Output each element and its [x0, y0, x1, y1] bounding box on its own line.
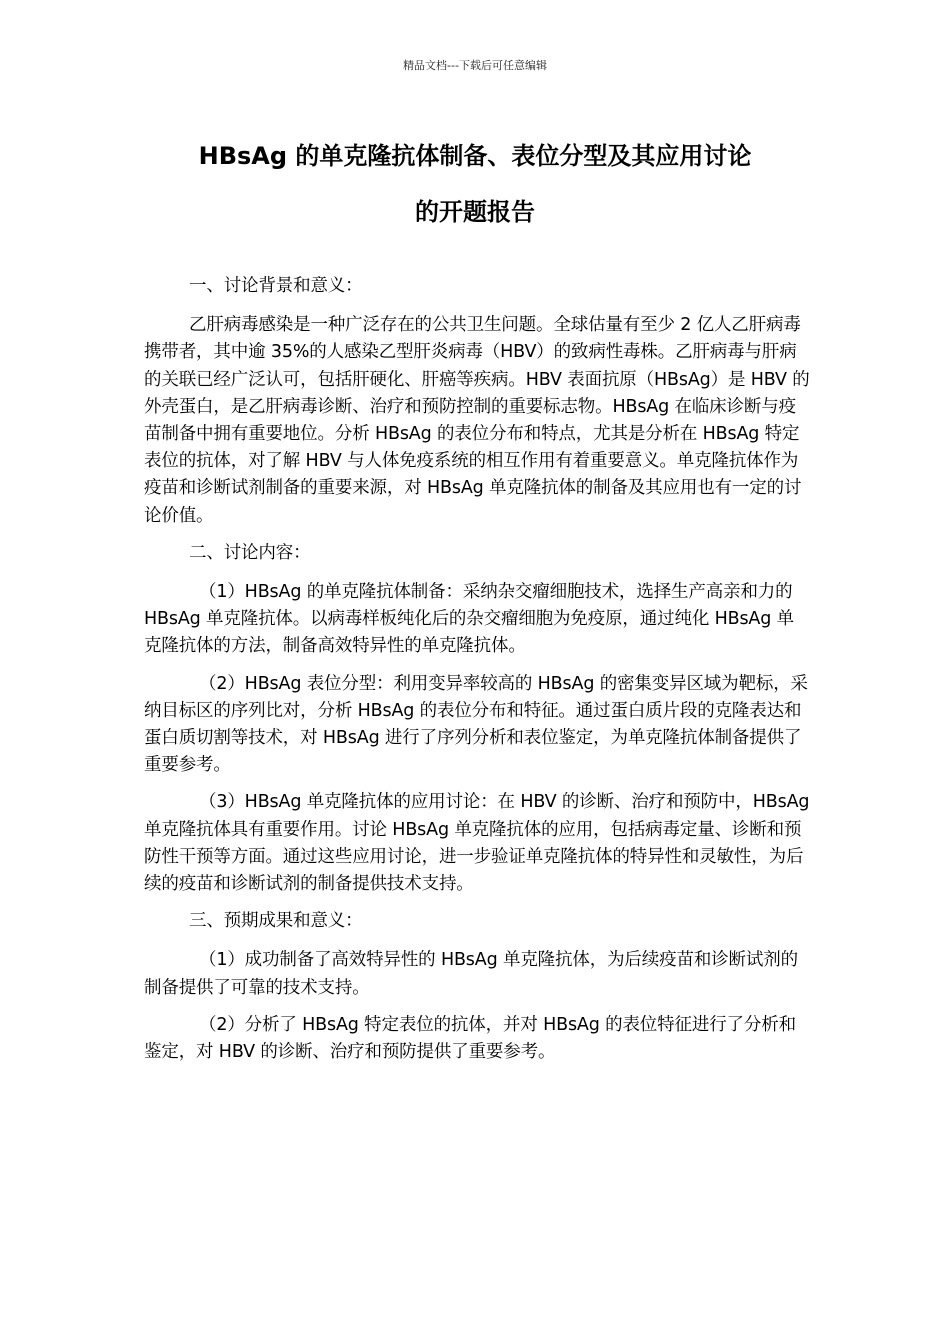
paragraph-content-item-2: （2）HBsAg 表位分型：利用变异率较高的 HBsAg 的密集变异区域为靶标，采纳目标区的序列比对，分析 HBsAg 的表位分布和特征。通过蛋白质片段的克隆表达和蛋白质切割等技术，对 HBsAg 进行了序列分析和表位鉴定，为单克隆抗体制备提供了重要参考。 — [144, 673, 808, 776]
document-title-line1: HBsAg 的单克隆抗体制备、表位分型及其应用讨论 — [198, 142, 752, 170]
section-heading-background: 一、讨论背景和意义： — [189, 276, 363, 296]
paragraph-outcome-item-1: （1）成功制备了高效特异性的 HBsAg 单克隆抗体，为后续疫苗和诊断试剂的制备提供了可靠的技术支持。 — [144, 950, 798, 998]
header-note: 精品文档---下载后可任意编辑 — [403, 59, 547, 72]
document-title-line2: 的开题报告 — [415, 198, 535, 226]
section-heading-content: 二、讨论内容： — [189, 542, 311, 563]
document-body — [144, 273, 810, 1076]
paragraph-content-item-3: （3）HBsAg 单克隆抗体的应用讨论：在 HBV 的诊断、治疗和预防中，HBsAg 单克隆抗体具有重要作用。讨论 HBsAg 单克隆抗体的应用，包括病毒定量、诊断和预防性干预等方面。通过这些应用讨论，进一步验证单克隆抗体的特异性和灵敏性，为后续的疫苗和诊断试剂的制备提供技术支持。 — [144, 792, 810, 895]
paragraph-outcome-item-2: （2）分析了 HBsAg 特定表位的抗体，并对 HBsAg 的表位特征进行了分析和鉴定，对 HBV 的诊断、治疗和预防提供了重要参考。 — [144, 1014, 796, 1063]
section-heading-outcomes: 三、预期成果和意义： — [189, 911, 363, 932]
paragraph-content-item-1: （1）HBsAg 的单克隆抗体制备：采纳杂交瘤细胞技术，选择生产高亲和力的 HBsAg 单克隆抗体。以病毒样板纯化后的杂交瘤细胞为免疫原，通过纯化 HBsAg 单克隆抗体的方法，制备高效特异性的单克隆抗体。 — [144, 582, 794, 657]
paragraph-background: 乙肝病毒感染是一种广泛存在的公共卫生问题。全球估量有至少 2 亿人乙肝病毒携带者，其中逾 35%的人感染乙型肝炎病毒（HBV）的致病性毒株。乙肝病毒与肝病的关联已经广泛认可，包括肝硬化、肝癌等疾病。HBV 表面抗原（HBsAg）是 HBV 的外壳蛋白，是乙肝病毒诊断、治疗和预防控制的重要标志物。HBsAg 在临床诊断与疫苗制备中拥有重要地位。分析 HBsAg 的表位分布和特点，尤其是分析在 HBsAg 特定表位的抗体，对了解 HBV 与人体免疫系统的相互作用有着重要意义。单克隆抗体作为疫苗和诊断试剂制备的重要来源，对 HBsAg 单克隆抗体的制备及其应用也有一定的讨论价值。 — [144, 315, 810, 526]
